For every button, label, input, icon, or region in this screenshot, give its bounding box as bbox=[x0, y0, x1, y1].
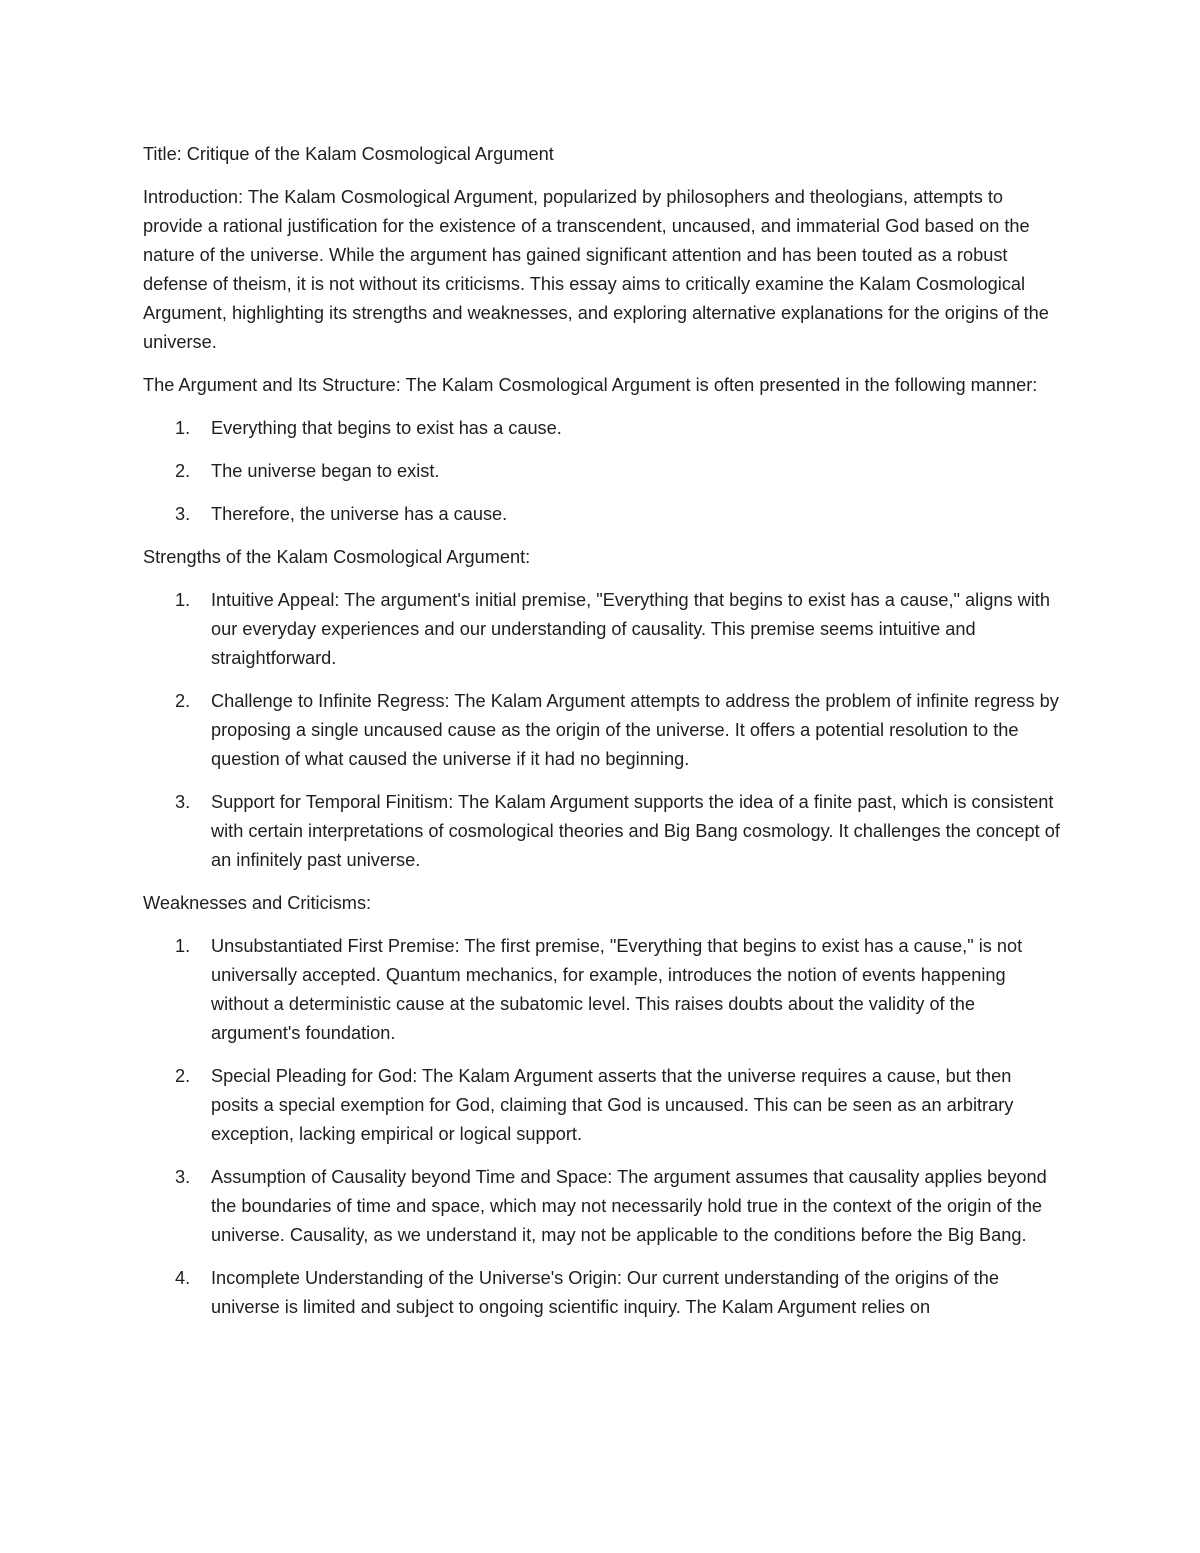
weaknesses-list bbox=[143, 932, 1063, 1322]
list-item bbox=[143, 457, 1063, 486]
list-item-text: Assumption of Causality beyond Time and Space: The argument assumes that causality applies beyond the boundaries of time and space, which may not necessarily hold true in the context of the origin of the universe. Causality, as we understand it, may not be applicable to the conditions before the Big Bang. bbox=[211, 1167, 1047, 1245]
list-number: 1. bbox=[175, 418, 191, 438]
list-number: 2. bbox=[175, 1066, 191, 1086]
list-item bbox=[143, 414, 1063, 443]
list-number: 1. bbox=[175, 936, 191, 956]
list-item bbox=[143, 932, 1063, 1048]
list-item-text: Challenge to Infinite Regress: The Kalam Argument attempts to address the problem of infinite regress by proposing a single uncaused cause as the origin of the universe. It offers a potential resolution to the question of what caused the universe if it had no beginning. bbox=[211, 691, 1059, 769]
list-item-text: Incomplete Understanding of the Universe's Origin: Our current understanding of the origins of the universe is limited and subject to ongoing scientific inquiry. The Kalam Argument relies on bbox=[211, 1268, 999, 1317]
list-number: 1. bbox=[175, 590, 191, 610]
list-item bbox=[143, 687, 1063, 774]
document-page bbox=[143, 140, 1063, 1336]
list-item-text: Support for Temporal Finitism: The Kalam Argument supports the idea of a finite past, which is consistent with certain interpretations of cosmological theories and Big Bang cosmology. It challenges the concept of an infinitely past universe. bbox=[211, 792, 1060, 870]
list-number: 4. bbox=[175, 1268, 191, 1288]
list-item bbox=[143, 500, 1063, 529]
strengths-heading: Strengths of the Kalam Cosmological Argument: bbox=[143, 547, 531, 567]
list-number: 3. bbox=[175, 504, 191, 524]
list-item-text: Intuitive Appeal: The argument's initial premise, "Everything that begins to exist has a cause," aligns with our everyday experiences and our understanding of causality. This premise seems intuitive and straightforward. bbox=[211, 590, 1050, 668]
document-title: Title: Critique of the Kalam Cosmological Argument bbox=[143, 144, 554, 164]
introduction-paragraph: Introduction: The Kalam Cosmological Argument, popularized by philosophers and theologians, attempts to provide a rational justification for the existence of a transcendent, uncaused, and immaterial God based on the nature of the universe. While the argument has gained significant attention and has been touted as a robust defense of theism, it is not without its criticisms. This essay aims to critically examine the Kalam Cosmological Argument, highlighting its strengths and weaknesses, and exploring alternative explanations for the origins of the universe. bbox=[143, 187, 1049, 352]
list-item bbox=[143, 788, 1063, 875]
list-item-text: Special Pleading for God: The Kalam Argument asserts that the universe requires a cause, but then posits a special exemption for God, claiming that God is uncaused. This can be seen as an arbitrary exception, lacking empirical or logical support. bbox=[211, 1066, 1014, 1144]
list-item bbox=[143, 1163, 1063, 1250]
list-item-text: The universe began to exist. bbox=[211, 461, 440, 481]
weaknesses-heading: Weaknesses and Criticisms: bbox=[143, 893, 372, 913]
list-item-text: Unsubstantiated First Premise: The first premise, "Everything that begins to exist has a cause," is not universally accepted. Quantum mechanics, for example, introduces the notion of events happening without a deterministic cause at the subatomic level. This raises doubts about the validity of the argument's foundation. bbox=[211, 936, 1023, 1043]
list-item-text: Therefore, the universe has a cause. bbox=[211, 504, 508, 524]
strengths-list bbox=[143, 586, 1063, 875]
list-item bbox=[143, 1264, 1063, 1322]
list-item bbox=[143, 586, 1063, 673]
list-item-text: Everything that begins to exist has a cause. bbox=[211, 418, 562, 438]
list-number: 3. bbox=[175, 1167, 191, 1187]
structure-heading: The Argument and Its Structure: The Kalam Cosmological Argument is often presented in the following manner: bbox=[143, 375, 1038, 395]
list-number: 2. bbox=[175, 691, 191, 711]
structure-list bbox=[143, 414, 1063, 529]
list-number: 2. bbox=[175, 461, 191, 481]
list-item bbox=[143, 1062, 1063, 1149]
list-number: 3. bbox=[175, 792, 191, 812]
